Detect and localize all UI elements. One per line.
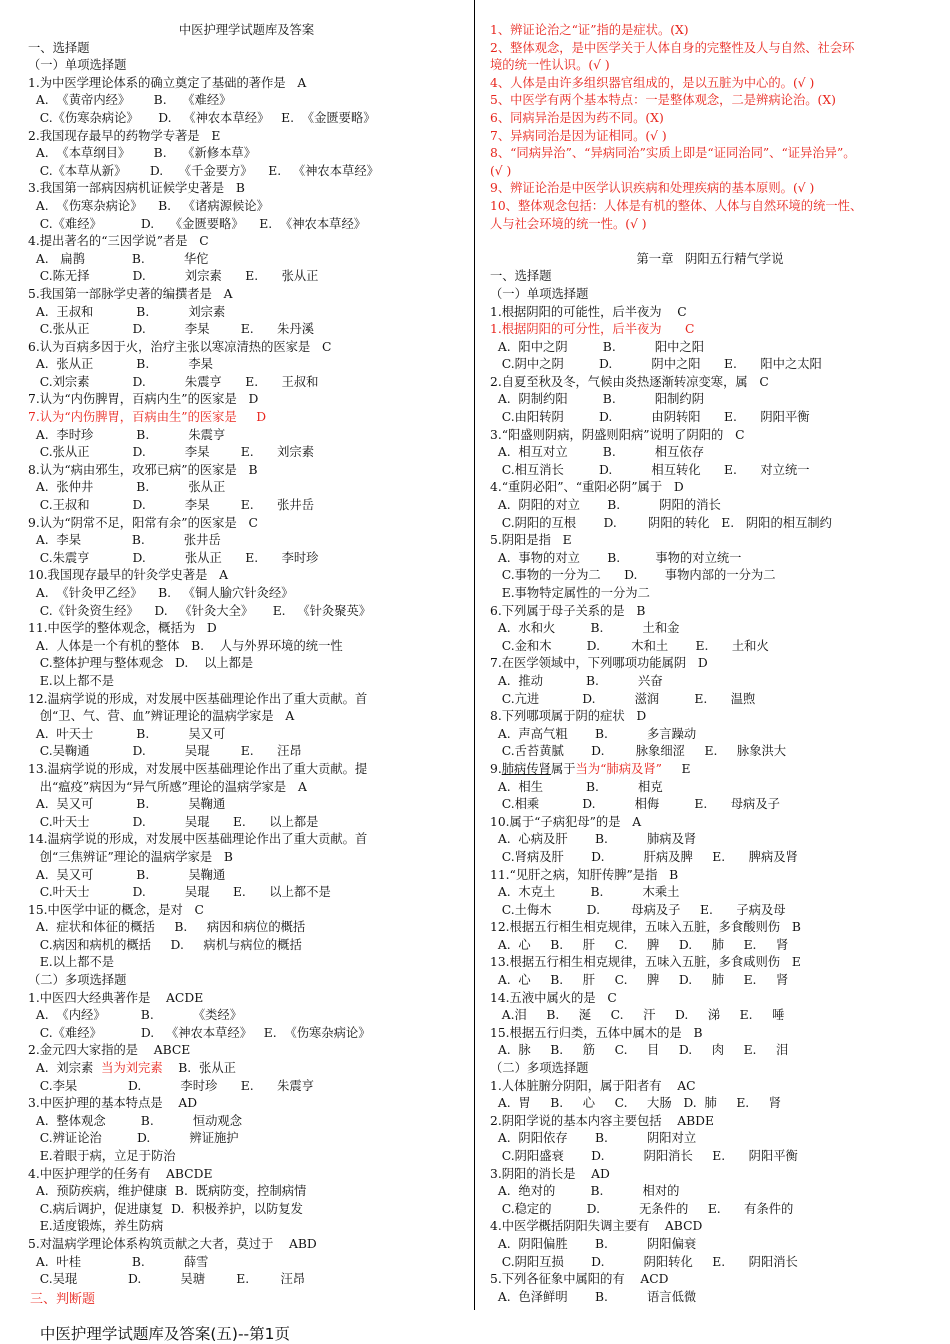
text-line: 一、选择题 bbox=[28, 40, 90, 55]
text-line: C.土侮木 D. 母病及子 E. 子病及母 bbox=[490, 902, 786, 917]
text-line: 8.认为“病由邪生，攻邪已病”的医家是 B bbox=[28, 462, 258, 477]
page-footer bbox=[30, 1286, 290, 1344]
text-line bbox=[490, 233, 930, 251]
text-line: 2、整体观念，是中医学关于人体自身的完整性及人与自然、社会环 bbox=[490, 40, 855, 55]
text-line: A. 《黄帝内经》 B. 《难经》 bbox=[28, 93, 232, 108]
text-line: A. 李时珍 B. 朱震亨 bbox=[28, 427, 226, 442]
text-line: 14.温病学说的形成，对发展中医基础理论作出了重大贡献。首 bbox=[28, 832, 368, 847]
text-line: A. 心病及肝 B. 肺病及肾 bbox=[490, 832, 697, 847]
text-line: 一、选择题 bbox=[490, 269, 552, 284]
text-line: A. 木克土 B. 木乘土 bbox=[490, 885, 680, 900]
text-line: 14.五液中属火的是 C bbox=[490, 990, 617, 1005]
text-line: 11.“见肝之病，知肝传脾”是指 B bbox=[490, 867, 679, 882]
text-line: C.张从正 D. 李杲 E. 朱丹溪 bbox=[28, 322, 315, 337]
text-line: A. 《针灸甲乙经》 B. 《铜人腧穴针灸经》 bbox=[28, 586, 294, 600]
text-line: A. 张仲井 B. 张从正 bbox=[28, 480, 226, 495]
text-line: C.吴鞠通 D. 吴琨 E. 汪昂 bbox=[28, 744, 302, 759]
text-fragment: B. 张从正 bbox=[162, 1061, 236, 1076]
text-line: A. 相互对立 B. 相互依存 bbox=[490, 445, 705, 460]
column-divider bbox=[474, 0, 475, 1310]
text-line: 7.在医学领域中，下列哪项功能属阴 D bbox=[490, 656, 708, 671]
text-line: A.泪 B. 涎 C. 汗 D. 涕 E. 唾 bbox=[490, 1008, 785, 1023]
text-line: 10、整体观念包括：人体是有机的整体、人体与自然环境的统一性、 bbox=[490, 198, 863, 213]
text-line: 1.中医四大经典著作是 ACDE bbox=[28, 990, 204, 1005]
text-line: C.叶天士 D. 吴琨 E. 以上都是 bbox=[28, 814, 319, 829]
text-line: 6.下列属于母子关系的是 B bbox=[490, 603, 646, 618]
text-line: A. 叶桂 B. 薛雪 bbox=[28, 1254, 209, 1269]
text-line: A. 预防疾病，维护健康 B. 既病防变，控制病情 bbox=[28, 1184, 307, 1199]
text-line: 7.认为“内伤脾胃，百病由生”的医家是 D bbox=[28, 410, 267, 425]
text-line: 1、辨证论治之“证”指的是症状。(X) bbox=[490, 23, 689, 37]
text-line: C.阴阳的互根 D. 阴阳的转化 E. 阴阳的相互制约 bbox=[490, 515, 832, 530]
text-line: C.病因和病机的概括 D. 病机与病位的概括 bbox=[28, 937, 302, 952]
text-line: C.病后调护，促进康复 D. 积极养护，以防复发 bbox=[28, 1201, 303, 1216]
text-line: C.事物的一分为二 D. 事物内部的一分为二 bbox=[490, 568, 776, 583]
text-line: A. 相生 B. 相克 bbox=[490, 779, 663, 794]
text-line: 15.根据五行归类，五体中属木的是 B bbox=[490, 1025, 703, 1040]
text-line: 12.温病学说的形成，对发展中医基础理论作出了重大贡献。首 bbox=[28, 691, 368, 706]
text-line: A. 脉 B. 筋 C. 目 D. 肉 E. 泪 bbox=[490, 1043, 789, 1058]
text-line: 中医护理学试题库及答案 bbox=[178, 23, 315, 37]
text-line: 第一章 阴阳五行精气学说 bbox=[636, 251, 784, 266]
text-line: 2.我国现存最早的药物学专著是 E bbox=[28, 128, 221, 143]
text-line: C.肾病及肝 D. 肝病及脾 E. 脾病及肾 bbox=[490, 849, 798, 864]
text-line: A. 阴制约阳 B. 阳制约阴 bbox=[490, 392, 705, 407]
text-line: 2.金元四大家指的是 ABCE bbox=[28, 1043, 191, 1058]
text-line: C.《难经》 D. 《神农本草经》 E. 《伤寒杂病论》 bbox=[28, 1025, 371, 1040]
text-line: 11.中医学的整体观念，概括为 D bbox=[28, 621, 217, 636]
text-line: C.金和木 D. 木和土 E. 土和火 bbox=[490, 638, 769, 653]
text-line: C.舌苔黄腻 D. 脉象细涩 E. 脉象洪大 bbox=[490, 744, 787, 759]
text-line: 9、辨证论治是中医学认识疾病和处理疾病的基本原则。(√ ) bbox=[490, 181, 815, 196]
text-line: C.阴阳盛衰 D. 阴阳消长 E. 阴阳平衡 bbox=[490, 1149, 798, 1163]
text-line: A. 《伤寒杂病论》 B. 《诸病源候论》 bbox=[28, 198, 269, 213]
text-line: E.以上都不是 bbox=[28, 955, 115, 970]
text-line: C.刘宗素 D. 朱震亨 E. 王叔和 bbox=[28, 374, 319, 389]
text-line: A. 推动 B. 兴奋 bbox=[490, 673, 663, 688]
text-line: （二）多项选择题 bbox=[28, 973, 127, 988]
text-line: A. 人体是一个有机的整体 B. 人与外界环境的统一性 bbox=[28, 638, 343, 653]
text-line: 4.提出著名的“三因学说”者是 C bbox=[28, 234, 209, 249]
text-line: （二）多项选择题 bbox=[490, 1061, 589, 1076]
text-line: C.张从正 D. 李杲 E. 刘宗素 bbox=[28, 445, 315, 460]
text-line: 5.我国第一部脉学史著的编撰者是 A bbox=[28, 286, 233, 301]
text-line: 5.对温病学理论体系构筑贡献之大者，莫过于 ABD bbox=[28, 1236, 317, 1251]
text-line: 10.属于“子病犯母”的是 A bbox=[490, 814, 642, 829]
text-line: 人与社会环境的统一性。(√ ) bbox=[490, 216, 647, 231]
text-line: 8.下列哪项属于阴的症状 D bbox=[490, 709, 647, 724]
text-line: A. 张从正 B. 李杲 bbox=[28, 357, 213, 372]
text-line: 9.认为“阴常不足，阳常有余”的医家是 C bbox=[28, 515, 258, 530]
text-line: （一）单项选择题 bbox=[490, 286, 589, 301]
text-line: A. 《内经》 B. 《类经》 bbox=[28, 1008, 243, 1023]
text-line: 8、“同病异治”、“异病同治”实质上即是“证同治同”、“证异治异”。 bbox=[490, 146, 856, 161]
text-fragment: A. 刘宗素 bbox=[28, 1061, 102, 1076]
text-line: A. 吴又可 B. 吴鞠通 bbox=[28, 797, 226, 812]
text-line: A. 整体观念 B. 恒动观念 bbox=[28, 1113, 243, 1128]
text-line: A. 色泽鲜明 B. 语言低微 bbox=[490, 1289, 697, 1304]
text-fragment: E bbox=[661, 761, 691, 776]
text-line: A. 叶天士 B. 吴又可 bbox=[28, 726, 226, 741]
text-line: 3.阴阳的消长是 AD bbox=[490, 1166, 610, 1181]
text-line: A. 绝对的 B. 相对的 bbox=[490, 1184, 680, 1199]
text-line: 1.为中医学理论体系的确立奠定了基础的著作是 A bbox=[28, 75, 307, 90]
text-line: 7.认为“内伤脾胃，百病内生”的医家是 D bbox=[28, 392, 259, 407]
text-line: 4.中医学概括阴阳失调主要有 ABCD bbox=[490, 1219, 703, 1234]
text-line: A. 事物的对立 B. 事物的对立统一 bbox=[490, 550, 742, 565]
text-line: C.辨证论治 D. 辨证施护 bbox=[28, 1131, 239, 1146]
text-line: A. 症状和体征的概括 B. 病因和病位的概括 bbox=[28, 920, 306, 935]
text-line: A. 声高气粗 B. 多言躁动 bbox=[490, 726, 697, 741]
right-column bbox=[490, 22, 930, 1306]
text-line: A. 扁鹊 B. 华佗 bbox=[28, 251, 209, 266]
text-line: 13.温病学说的形成，对发展中医基础理论作出了重大贡献。提 bbox=[28, 761, 368, 776]
text-line: A. 阳中之阴 B. 阳中之阳 bbox=[490, 339, 705, 354]
text-line: C.稳定的 D. 无条件的 E. 有条件的 bbox=[490, 1201, 794, 1216]
text-line: 15.中医学中证的概念，是对 C bbox=[28, 902, 204, 917]
text-line: 创“三焦辨证”理论的温病学家是 B bbox=[28, 849, 233, 864]
text-line: C.朱震亨 D. 张从正 E. 李时珍 bbox=[28, 550, 319, 565]
text-line: C.吴琨 D. 吴瑭 E. 汪昂 bbox=[28, 1272, 306, 1287]
text-line: （一）单项选择题 bbox=[28, 58, 127, 73]
text-line: 12.根据五行相生相克规律，五味入五脏，多食酸则伤 B bbox=[490, 920, 801, 935]
text-line: 4、人体是由许多组织器官组成的，是以五脏为中心的。(√ ) bbox=[490, 75, 815, 90]
text-line: A. 《本草纲目》 B. 《新修本草》 bbox=[28, 146, 257, 161]
text-line: 1.人体脏腑分阴阳，属于阳者有 AC bbox=[490, 1078, 696, 1093]
text-line: 5、中医学有两个基本特点：一是整体观念，二是辨病论治。(X) bbox=[490, 93, 836, 108]
footer-page-label: 中医护理学试题库及答案(五)--第1页 bbox=[39, 1325, 291, 1343]
text-line: C.王叔和 D. 李杲 E. 张井岳 bbox=[28, 498, 315, 513]
text-line bbox=[28, 1060, 465, 1078]
text-line: C.整体护理与整体观念 D. 以上都是 bbox=[28, 656, 254, 671]
text-line: A. 吴又可 B. 吴鞠通 bbox=[28, 867, 226, 882]
text-line: 3.中医护理的基本特点是 AD bbox=[28, 1096, 198, 1111]
text-fragment: 当为刘完素 bbox=[101, 1061, 163, 1076]
text-line: A. 阴阳偏胜 B. 阴阳偏衰 bbox=[490, 1236, 697, 1251]
text-line: C.相互消长 D. 相互转化 E. 对立统一 bbox=[490, 462, 810, 477]
text-line: C.《针灸资生经》 D. 《针灸大全》 E. 《针灸聚英》 bbox=[28, 603, 372, 618]
text-fragment: 当为“肺病及肾” bbox=[575, 761, 662, 776]
text-line: 6.认为百病多因于火，治疗主张以寒凉清热的医家是 C bbox=[28, 339, 332, 354]
text-line: C.亢进 D. 滋润 E. 温煦 bbox=[490, 691, 756, 706]
text-line: 3.我国第一部病因病机证候学史著是 B bbox=[28, 181, 245, 196]
text-line: 2.阴阳学说的基本内容主要包括 ABDE bbox=[490, 1113, 714, 1128]
text-line: C.阴阳互损 D. 阴阳转化 E. 阴阳消长 bbox=[490, 1254, 798, 1269]
text-line: 1.根据阴阳的可分性，后半夜为 C bbox=[490, 322, 695, 337]
text-fragment: 肺病传肾 bbox=[501, 761, 551, 776]
text-line: A. 心 B. 肝 C. 脾 D. 肺 E. 肾 bbox=[490, 937, 789, 952]
text-line: A. 阴阳的对立 B. 阴阳的消长 bbox=[490, 498, 721, 513]
text-line bbox=[490, 761, 930, 779]
text-line: E.着眼于病，立足于防治 bbox=[28, 1149, 176, 1163]
text-line: 1.根据阴阳的可能性，后半夜为 C bbox=[490, 304, 687, 319]
text-line: 7、异病同治是因为证相同。(√ ) bbox=[490, 128, 667, 143]
text-line: A. 水和火 B. 土和金 bbox=[490, 621, 680, 636]
text-line: 4.“重阴必阳”、“重阳必阴”属于 D bbox=[490, 480, 684, 495]
text-line: 5.下列各征象中属阳的有 ACD bbox=[490, 1272, 669, 1287]
text-line: E.适度锻炼，养生防病 bbox=[28, 1219, 164, 1234]
text-line: (√ ) bbox=[490, 163, 512, 178]
text-line: E.事物特定属性的一分为二 bbox=[490, 586, 650, 600]
text-line: 10.我国现存最早的针灸学史著是 A bbox=[28, 568, 229, 583]
text-line: C.《难经》 D. 《金匮要略》 E. 《神农本草经》 bbox=[28, 216, 367, 231]
text-line: C.陈无择 D. 刘宗素 E. 张从正 bbox=[28, 269, 319, 284]
text-line: C.由阳转阴 D. 由阴转阳 E. 阴阳平衡 bbox=[490, 410, 810, 425]
text-line: C.相乘 D. 相侮 E. 母病及子 bbox=[490, 797, 780, 812]
text-line: 创“卫、气、营、血”辨证理论的温病学家是 A bbox=[28, 709, 295, 724]
text-line: 出“瘟疫”病因为“异气所感”理论的温病学家是 A bbox=[28, 779, 307, 794]
text-line: C.《本草从新》 D. 《千金要方》 E. 《神农本草经》 bbox=[28, 163, 379, 178]
text-line: 3.“阳盛则阴病，阴盛则阳病”说明了阴阳的 C bbox=[490, 427, 745, 442]
text-line: C.叶天士 D. 吴琨 E. 以上都不是 bbox=[28, 885, 331, 900]
text-line: E.以上都不是 bbox=[28, 673, 115, 688]
text-line: A. 胃 B. 心 C. 大肠 D. 肺 E. 肾 bbox=[490, 1096, 782, 1111]
text-line: A. 阴阳依存 B. 阴阳对立 bbox=[490, 1131, 697, 1146]
text-line: 4.中医护理学的任务有 ABCDE bbox=[28, 1166, 213, 1181]
text-line: C.《伤寒杂病论》 D. 《神农本草经》 E. 《金匮要略》 bbox=[28, 110, 376, 125]
text-line: A. 王叔和 B. 刘宗素 bbox=[28, 304, 226, 319]
text-line: 5.阴阳是指 E bbox=[490, 533, 572, 548]
text-line: 13.根据五行相生相克规律，五味入五脏，多食咸则伤 E bbox=[490, 955, 801, 970]
section-heading-judgment: 三、判断题 bbox=[30, 1292, 96, 1307]
text-line: 6、同病异治是因为药不同。(X) bbox=[490, 110, 664, 125]
text-fragment: 9. bbox=[490, 761, 502, 776]
text-line: C.阴中之阴 D. 阴中之阳 E. 阳中之太阳 bbox=[490, 357, 822, 372]
text-line: C.李杲 D. 李时珍 E. 朱震亨 bbox=[28, 1078, 315, 1093]
text-fragment: 属于 bbox=[550, 761, 576, 776]
text-line: 2.自夏至秋及冬，气候由炎热逐渐转凉变寒，属 C bbox=[490, 374, 769, 389]
left-column bbox=[28, 22, 465, 1289]
text-line: 境的统一性认识。(√ ) bbox=[490, 58, 610, 73]
text-line: A. 心 B. 肝 C. 脾 D. 肺 E. 肾 bbox=[490, 973, 789, 988]
text-line: A. 李杲 B. 张井岳 bbox=[28, 533, 221, 548]
